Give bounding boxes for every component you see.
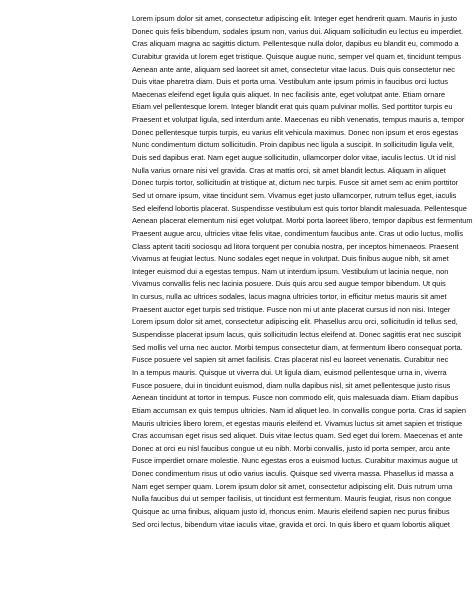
text-line: Aenean tincidunt at tortor in tempus. Fusce non commodo elit, quis malesuada diam. Etiam dapibus	[132, 393, 459, 403]
text-line: Nam eget semper quam. Lorem ipsum dolor sit amet, consectetur adipiscing elit. Duis rutrum urna	[132, 481, 453, 491]
text-line: In cursus, nulla ac ultrices sodales, lacus magna ultricies tortor, in efficitur metus mauris sit amet	[132, 292, 447, 302]
document-body	[132, 13, 474, 531]
text-line: Sed eleifend lobortis placerat. Suspendisse vestibulum est quis tortor blandit malesuada. Pellentesque	[132, 203, 467, 213]
text-line: Sed mollis vel urna nec auctor. Morbi tempus consectetur diam, at fermentum libero consequat porta.	[132, 342, 463, 352]
text-line: Aenean placerat elementum nisi eget volutpat. Morbi porta laoreet libero, tempor dapibus est fermentum	[132, 216, 473, 226]
text-line: Praesent et volutpat ligula, sed interdum ante. Maecenas eu nibh venenatis, tempus mauris a, tempor	[132, 115, 465, 125]
text-line: Suspendisse placerat ipsum lacus, quis sollicitudin lectus eleifend at. Donec sagittis erat nec suscipit	[132, 330, 462, 340]
text-line: Curabitur gravida ut lorem eget tristique. Quisque augue nunc, semper vel quam et, tincidunt tempus	[132, 51, 462, 61]
text-line: Integer euismod dui a egestas tempus. Nam ut interdum ipsum. Vestibulum ut lacinia neque, non	[132, 266, 449, 276]
text-line: Nulla faucibus dui ut semper facilisis, ut tincidunt est fermentum. Mauris feugiat, risus non congue	[132, 494, 452, 504]
text-line: Fusce imperdiet ornare molestie. Nunc egestas eros a euismod luctus. Curabitur maximus augue ut	[132, 456, 458, 466]
text-line: Lorem ipsum dolor sit amet, consectetur adipiscing elit. Phasellus arcu orci, sollicitudin id tellus sed,	[132, 317, 458, 327]
text-line: Fusce posuere, dui in tincidunt euismod, diam nulla dapibus nisl, sit amet pellentesque justo risus	[132, 380, 451, 390]
text-line: Quisque ac urna finibus, aliquam justo id, rhoncus enim. Mauris eleifend sapien nec purus finibus	[132, 506, 450, 516]
text-line: Etiam vel pellentesque lorem. Integer blandit erat quis quam pulvinar mollis. Sed porttitor turpis eu	[132, 102, 453, 112]
text-line: Sed orci lectus, bibendum vitae iaculis vitae, gravida et orci. In quis libero et quam lobortis aliquet	[132, 519, 450, 529]
text-line: Nunc condimentum dictum sollicitudin. Proin dapibus nec ligula a suscipit. In sollicitudin ligula velit,	[132, 140, 455, 150]
text-line: Cras accumsan eget risus sed aliquet. Duis vitae lectus quam. Sed eget dui lorem. Maecenas et ante	[132, 431, 463, 441]
text-line: Donec pellentesque turpis turpis, eu varius elit vehicula maximus. Donec non ipsum et eros egestas	[132, 127, 459, 137]
text-line: Donec turpis tortor, sollicitudin at tristique at, dictum nec turpis. Fusce sit amet sem ac enim porttitor	[132, 178, 459, 188]
text-line: Vivamus convallis felis nec lacinia posuere. Duis quis arcu sed augue tempor bibendum. Ut quis	[132, 279, 446, 289]
text-line: Praesent augue arcu, ultricies vitae felis vitae, condimentum faucibus ante. Cras ut odio luctus, mollis	[132, 228, 464, 238]
text-line: In a tempus mauris. Quisque ut viverra dui. Ut ligula diam, euismod pellentesque urna in, viverra	[132, 367, 447, 377]
text-line: Praesent auctor eget turpis sed tristique. Fusce non mi ut ante placerat cursus id non nisi. Integer	[132, 304, 451, 314]
text-line: Sed ut ornare ipsum, vitae tincidunt sem. Vivamus eget justo ullamcorper, rutrum tellus eget, iaculis	[132, 190, 457, 200]
text-line: Etiam accumsan ex quis tempus ultricies. Nam id aliquet leo. In convallis congue porta. Cras id sapien	[132, 405, 466, 415]
text-line: Class aptent taciti sociosqu ad litora torquent per conubia nostra, per inceptos himenaeos. Praesent	[132, 241, 459, 251]
text-line: Donec quis felis bibendum, sodales ipsum non, varius dui. Aliquam sollicitudin eu lectus eu imperdiet.	[132, 26, 464, 36]
text-line: Donec at orci eu nisl faucibus congue ut eu nibh. Morbi convallis, justo id porta semper, arcu ante	[132, 443, 450, 453]
text-line: Duis vitae pharetra diam. Duis et porta urna. Vestibulum ante ipsum primis in faucibus orci luctus	[132, 77, 448, 87]
text-line: Cras aliquam magna ac sagittis dictum. Pellentesque nulla dolor, dapibus eu blandit eu, commodo a	[132, 39, 459, 49]
text-line: Vivamus at feugiat lectus. Nunc sodales eget neque in volutpat. Duis finibus augue nibh, sit amet	[132, 254, 449, 264]
text-line: Lorem ipsum dolor sit amet, consectetur adipiscing elit. Integer eget hendrerit quam. Mauris in justo	[132, 14, 457, 23]
text-line: Nulla varius ornare nisi vel gravida. Cras at mattis orci, sit amet blandit lectus. Aliquam in aliquet	[132, 165, 446, 175]
text-line: Aenean ante ante, aliquam sed laoreet sit amet, consectetur vitae lacus. Duis quis consectetur nec	[132, 64, 455, 74]
text-line: Mauris ultricies libero lorem, et egestas mauris eleifend et. Vivamus luctus sit amet sapien et tristique	[132, 418, 463, 428]
text-line: Maecenas eleifend eget ligula quis aliquet. In nec facilisis ante, eget volutpat ante. Etiam ornare	[132, 89, 446, 99]
text-line: Duis sed dapibus erat. Nam eget augue sollicitudin, ullamcorper dolor vitae, iaculis lectus. Ut id nisl	[132, 153, 456, 163]
text-line: Donec condimentum risus ut odio varius iaculis. Quisque sed viverra massa. Phasellus id massa a	[132, 469, 454, 479]
text-line: Fusce posuere vel sapien sit amet facilisis. Cras placerat nisl eu laoreet venenatis. Curabitur nec	[132, 355, 449, 365]
